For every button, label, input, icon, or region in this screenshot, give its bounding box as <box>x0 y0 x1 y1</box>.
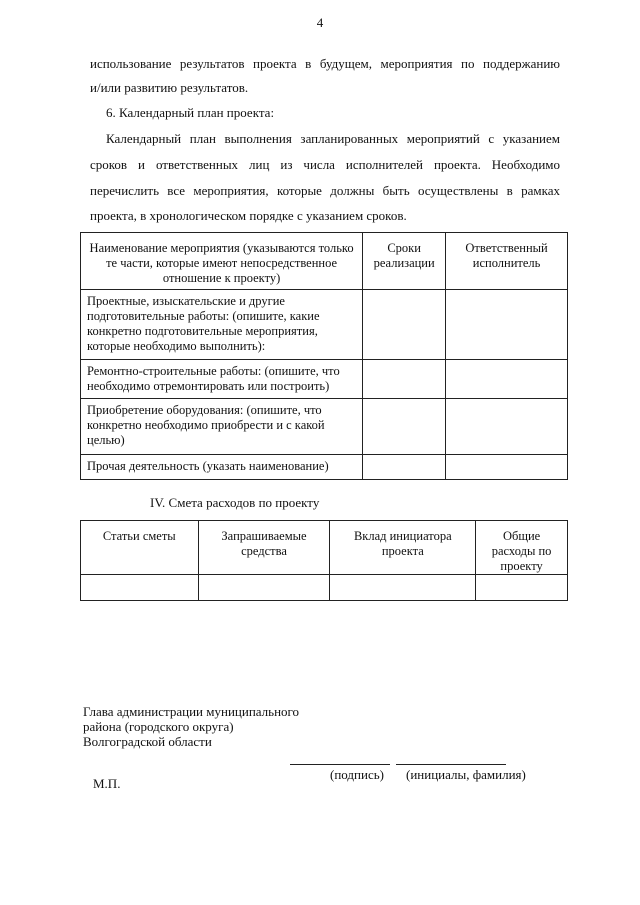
table-row <box>81 455 568 480</box>
section6-line-4: проекта, в хронологическом порядке с указанием сроков. <box>90 208 407 223</box>
budget-header-contribution: Вклад инициатора проекта <box>330 521 476 575</box>
plan-cell-responsible <box>446 399 568 455</box>
plan-row-equipment: Приобретение оборудования: (опишите, что конкретно необходимо приобрести и с какой целью) <box>81 399 363 455</box>
calendar-plan-table <box>80 232 568 480</box>
signature-title-line-1: Глава администрации муниципального <box>83 704 300 719</box>
table-row <box>81 399 568 455</box>
budget-table <box>80 520 568 601</box>
plan-header-dates: Сроки реализации <box>363 233 446 290</box>
plan-cell-responsible <box>446 455 568 480</box>
section6-heading: 6. Календарный план проекта: <box>106 105 275 120</box>
plan-cell-responsible <box>446 290 568 360</box>
section6-line-1: Календарный план выполнения запланированных мероприятий с указанием <box>106 131 560 146</box>
plan-cell-dates <box>363 455 446 480</box>
table-row <box>81 290 568 360</box>
table-row <box>81 575 568 601</box>
plan-row-construction: Ремонтно-строительные работы: (опишите, что необходимо отремонтировать или построить) <box>81 360 363 399</box>
table-row <box>81 360 568 399</box>
intro-line-2: и/или развитию результатов. <box>90 80 249 95</box>
plan-cell-responsible <box>446 360 568 399</box>
name-line <box>396 764 506 765</box>
plan-row-preparatory: Проектные, изыскательские и другие подготовительные работы: (опишите, какие конкретно подготовительные мероприятия, которые необходимо выполнить): <box>81 290 363 360</box>
budget-header-requested: Запрашиваемые средства <box>198 521 330 575</box>
budget-cell-contribution <box>330 575 476 601</box>
signature-label: (подпись) <box>330 767 384 782</box>
budget-header-total: Общие расходы по проекту <box>476 521 568 575</box>
plan-row-other: Прочая деятельность (указать наименование) <box>81 455 363 480</box>
intro-line-1: использование результатов проекта в будущем, мероприятия по поддержанию <box>90 56 560 71</box>
budget-table-header-row <box>81 521 568 575</box>
section4-heading: IV. Смета расходов по проекту <box>150 495 320 510</box>
budget-header-items: Статьи сметы <box>81 521 199 575</box>
signature-title-line-3: Волгоградской области <box>83 734 212 749</box>
plan-header-responsible: Ответственный исполнитель <box>446 233 568 290</box>
stamp-label: М.П. <box>93 776 121 791</box>
name-label: (инициалы, фамилия) <box>406 767 526 782</box>
section6-line-3: перечислить все мероприятия, которые должны быть осуществлены в рамках <box>90 183 560 198</box>
plan-header-activity: Наименование мероприятия (указываются только те части, которые имеют непосредственное отношение к проекту) <box>81 233 363 290</box>
signature-line <box>290 764 390 765</box>
budget-cell-total <box>476 575 568 601</box>
plan-table-header-row <box>81 233 568 290</box>
plan-cell-dates <box>363 399 446 455</box>
page-number: 4 <box>316 15 324 30</box>
signature-title-line-2: района (городского округа) <box>83 719 234 734</box>
plan-cell-dates <box>363 360 446 399</box>
budget-cell-requested <box>198 575 330 601</box>
budget-cell-items <box>81 575 199 601</box>
section6-line-2: сроков и ответственных лиц из числа исполнителей проекта. Необходимо <box>90 157 560 172</box>
plan-cell-dates <box>363 290 446 360</box>
